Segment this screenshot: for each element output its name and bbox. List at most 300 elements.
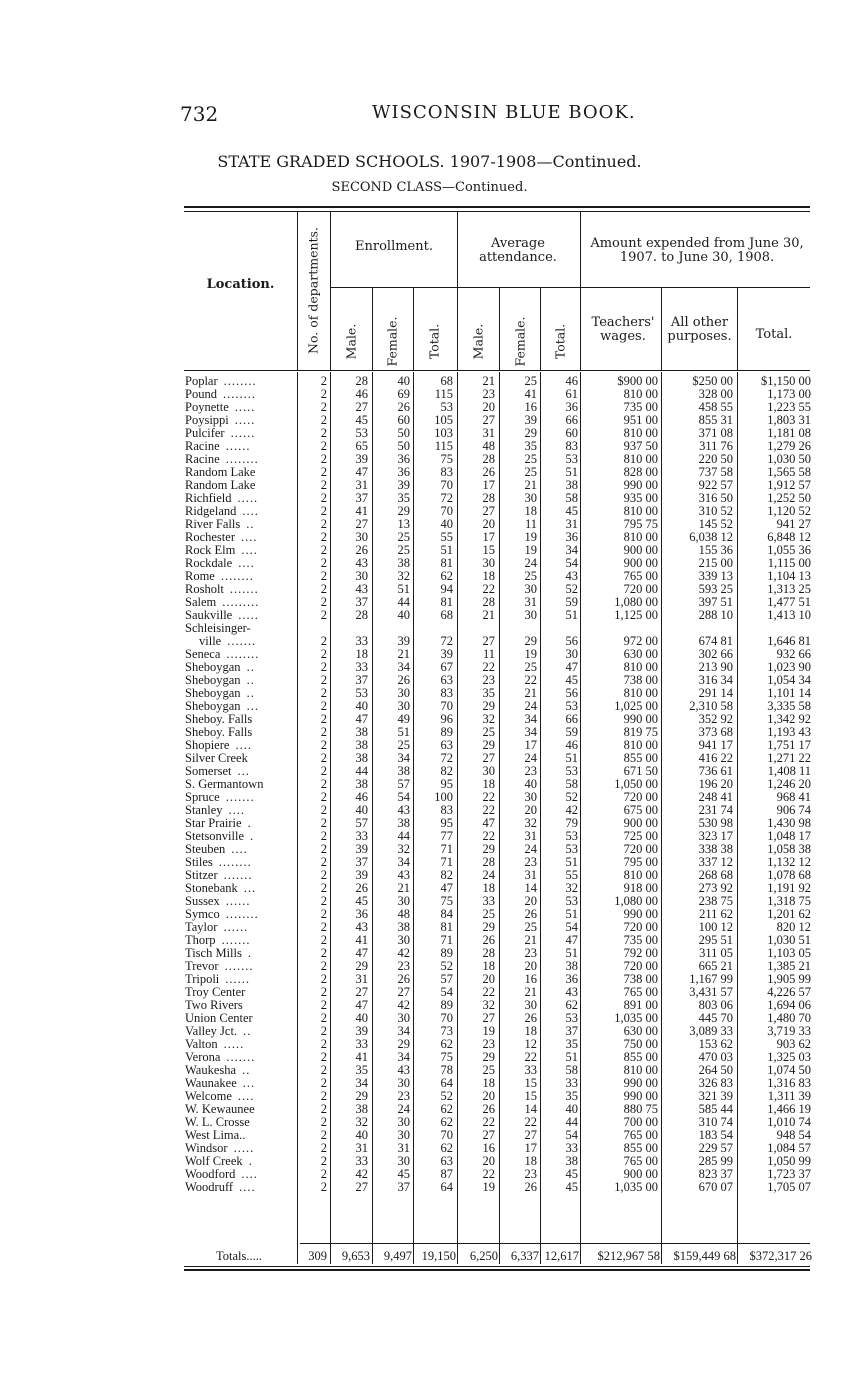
teachers-wages-cell: 990 00 <box>623 1076 658 1090</box>
enroll-total-cell: 75 <box>440 894 453 908</box>
enroll-female-cell: 23 <box>397 1089 410 1103</box>
enroll-male-cell: 38 <box>355 738 368 752</box>
teachers-wages-cell: 735 00 <box>623 400 658 414</box>
attend-male-cell: 17 <box>482 530 495 544</box>
leader-dots: .... <box>231 843 248 856</box>
attend-male-cell: 18 <box>482 959 495 973</box>
other-purposes-cell: $250 00 <box>692 374 733 388</box>
other-purposes-cell: 321 39 <box>698 1089 733 1103</box>
location-name: Rosholt <box>185 583 224 596</box>
other-purposes-cell: 238 75 <box>698 894 733 908</box>
location-cell <box>185 973 295 986</box>
attend-female-cell: 14 <box>524 881 537 895</box>
other-purposes-cell: 530 98 <box>698 816 733 830</box>
header-bottom-rule <box>184 370 810 371</box>
attend-male-cell: 20 <box>482 1154 495 1168</box>
enroll-female-cell: 30 <box>397 894 410 908</box>
enroll-female-cell: 36 <box>397 465 410 479</box>
location-cell <box>185 401 295 414</box>
location-cell <box>185 1077 295 1090</box>
departments-cell: 2 <box>320 1180 327 1194</box>
enroll-male-cell: 37 <box>355 673 368 687</box>
location-name: Welcome <box>185 1090 232 1103</box>
departments-cell: 2 <box>320 920 327 934</box>
attend-male-cell: 25 <box>482 907 495 921</box>
enroll-female-cell: 34 <box>397 751 410 765</box>
other-purposes-cell: 593 25 <box>698 582 733 596</box>
attend-male-cell: 16 <box>482 1141 495 1155</box>
row-total-cell: 1,480 70 <box>767 1011 811 1025</box>
location-cell <box>185 960 295 973</box>
bottom-rule-thin <box>184 1266 810 1267</box>
location-cell <box>185 1116 295 1129</box>
other-purposes-cell: 316 34 <box>698 673 733 687</box>
enroll-total-cell: 40 <box>440 517 453 531</box>
header-expended: Amount expended from June 30, 1907. to June 30, 1908. <box>590 236 804 265</box>
departments-cell: 2 <box>320 543 327 557</box>
attend-male-cell: 27 <box>482 1128 495 1142</box>
other-purposes-cell: 373 68 <box>698 725 733 739</box>
enroll-male-cell: 41 <box>355 933 368 947</box>
departments-cell: 2 <box>320 465 327 479</box>
header-enroll-total: Total. <box>426 323 442 360</box>
row-total-cell: 1,058 38 <box>767 842 811 856</box>
location-cell <box>185 1051 295 1064</box>
attend-female-cell: 40 <box>524 777 537 791</box>
teachers-wages-cell: 810 00 <box>623 738 658 752</box>
departments-cell: 2 <box>320 816 327 830</box>
enroll-female-cell: 38 <box>397 920 410 934</box>
enroll-total-cell: 100 <box>434 790 453 804</box>
departments-cell: 2 <box>320 959 327 973</box>
leader-dots: .. <box>246 687 255 700</box>
enroll-female-cell: 39 <box>397 478 410 492</box>
enroll-male-cell: 40 <box>355 1128 368 1142</box>
other-purposes-cell: 291 14 <box>698 686 733 700</box>
departments-cell: 2 <box>320 712 327 726</box>
location-cell <box>185 661 295 674</box>
enroll-male-cell: 38 <box>355 777 368 791</box>
attend-female-cell: 21 <box>524 985 537 999</box>
location-name: Shopiere <box>185 739 230 752</box>
location-cell <box>185 1181 295 1194</box>
enroll-total-cell: 70 <box>440 1011 453 1025</box>
enroll-female-cell: 49 <box>397 712 410 726</box>
location-cell <box>185 999 295 1012</box>
leader-dots: . <box>247 947 252 960</box>
location-cell <box>185 765 295 778</box>
teachers-wages-cell: 810 00 <box>623 868 658 882</box>
location-cell <box>185 700 295 713</box>
row-total-cell: 1,279 26 <box>767 439 811 453</box>
teachers-wages-cell: 1,035 00 <box>614 1180 658 1194</box>
location-name: Star Prairie <box>185 817 242 830</box>
attend-total-cell: 52 <box>565 582 578 596</box>
leader-dots: .. <box>246 661 255 674</box>
departments-cell: 2 <box>320 803 327 817</box>
attend-total-cell: 51 <box>565 608 578 622</box>
totals-departments: 309 <box>308 1249 327 1263</box>
enroll-male-cell: 33 <box>355 1037 368 1051</box>
enroll-total-cell: 62 <box>440 569 453 583</box>
col-divider <box>457 212 458 370</box>
enroll-male-cell: 46 <box>355 387 368 401</box>
attend-female-cell: 25 <box>524 920 537 934</box>
attend-female-cell: 15 <box>524 1076 537 1090</box>
row-total-cell: 1,723 37 <box>767 1167 811 1181</box>
enroll-total-cell: 75 <box>440 1050 453 1064</box>
departments-cell: 2 <box>320 790 327 804</box>
attend-male-cell: 23 <box>482 673 495 687</box>
attend-male-cell: 28 <box>482 491 495 505</box>
teachers-wages-cell: 810 00 <box>623 452 658 466</box>
enroll-male-cell: 27 <box>355 1180 368 1194</box>
attend-male-cell: 21 <box>482 374 495 388</box>
other-purposes-cell: 416 22 <box>698 751 733 765</box>
location-name: Waukesha <box>185 1064 237 1077</box>
attend-female-cell: 32 <box>524 816 537 830</box>
location-name: Random Lake <box>185 466 256 479</box>
attend-female-cell: 34 <box>524 725 537 739</box>
enroll-female-cell: 26 <box>397 400 410 414</box>
enroll-total-cell: 47 <box>440 881 453 895</box>
other-purposes-cell: 941 17 <box>698 738 733 752</box>
departments-cell: 2 <box>320 400 327 414</box>
location-name: Pound <box>185 388 217 401</box>
location-cell <box>185 1103 295 1116</box>
departments-cell: 2 <box>320 660 327 674</box>
location-name: Sheboy. Falls <box>185 726 253 739</box>
attend-total-cell: 58 <box>565 491 578 505</box>
attend-female-cell: 19 <box>524 530 537 544</box>
departments-cell: 2 <box>320 998 327 1012</box>
enroll-female-cell: 38 <box>397 764 410 778</box>
teachers-wages-cell: 1,050 00 <box>614 777 658 791</box>
teachers-wages-cell: 795 00 <box>623 855 658 869</box>
leader-dots: .... <box>241 544 258 557</box>
enroll-female-cell: 26 <box>397 673 410 687</box>
leader-dots: ... <box>243 882 257 895</box>
leader-dots: .... <box>242 505 259 518</box>
other-purposes-cell: 220 50 <box>698 452 733 466</box>
teachers-wages-cell: 900 00 <box>623 556 658 570</box>
location-name: Richfield <box>185 492 232 505</box>
other-purposes-cell: 585 44 <box>698 1102 733 1116</box>
col-divider <box>297 212 298 370</box>
departments-cell: 2 <box>320 504 327 518</box>
attend-total-cell: 45 <box>565 1180 578 1194</box>
enroll-female-cell: 42 <box>397 998 410 1012</box>
location-name: Rome <box>185 570 215 583</box>
enroll-total-cell: 78 <box>440 1063 453 1077</box>
totals-label: Totals..... <box>216 1249 262 1263</box>
teachers-wages-cell: 880 75 <box>623 1102 658 1116</box>
totals-enroll-female: 9,497 <box>383 1249 412 1263</box>
enroll-female-cell: 21 <box>397 647 410 661</box>
enroll-male-cell: 39 <box>355 842 368 856</box>
attend-female-cell: 23 <box>524 1167 537 1181</box>
attend-total-cell: 53 <box>565 764 578 778</box>
teachers-wages-cell: 720 00 <box>623 790 658 804</box>
row-total-cell: 1,055 36 <box>767 543 811 557</box>
enroll-male-cell: 47 <box>355 946 368 960</box>
attend-female-cell: 24 <box>524 699 537 713</box>
attend-male-cell: 30 <box>482 556 495 570</box>
location-cell <box>185 1168 295 1181</box>
leader-dots: ........ <box>222 388 256 401</box>
enroll-total-cell: 70 <box>440 478 453 492</box>
location-cell <box>185 713 295 726</box>
other-purposes-cell: 736 61 <box>698 764 733 778</box>
attend-total-cell: 66 <box>565 413 578 427</box>
departments-cell: 2 <box>320 530 327 544</box>
location-cell <box>185 414 295 427</box>
leader-dots: ....... <box>221 934 251 947</box>
attend-total-cell: 51 <box>565 465 578 479</box>
enroll-female-cell: 60 <box>397 413 410 427</box>
location-cell <box>185 609 295 622</box>
location-cell <box>185 1012 295 1025</box>
location-cell <box>185 687 295 700</box>
attend-total-cell: 56 <box>565 634 578 648</box>
enroll-male-cell: 37 <box>355 855 368 869</box>
other-purposes-cell: 803 06 <box>698 998 733 1012</box>
leader-dots: ....... <box>227 634 257 648</box>
enroll-female-cell: 43 <box>397 1063 410 1077</box>
totals-attend-male: 6,250 <box>469 1249 498 1263</box>
leader-dots: ....... <box>229 583 259 596</box>
enroll-male-cell: 38 <box>355 725 368 739</box>
attend-total-cell: 51 <box>565 1050 578 1064</box>
teachers-wages-cell: 792 00 <box>623 946 658 960</box>
totals-row <box>0 1249 859 1263</box>
attend-male-cell: 28 <box>482 946 495 960</box>
location-cell <box>185 869 295 882</box>
attend-male-cell: 26 <box>482 1102 495 1116</box>
row-total-cell: 1,311 39 <box>767 1089 811 1103</box>
attend-total-cell: 34 <box>565 543 578 557</box>
attend-total-cell: 53 <box>565 829 578 843</box>
attend-female-cell: 20 <box>524 959 537 973</box>
leader-dots: ........ <box>225 453 259 466</box>
other-purposes-cell: 470 03 <box>698 1050 733 1064</box>
enroll-total-cell: 84 <box>440 907 453 921</box>
enroll-female-cell: 25 <box>397 738 410 752</box>
other-purposes-cell: 288 10 <box>698 608 733 622</box>
leader-dots: .... <box>228 804 245 817</box>
attend-female-cell: 19 <box>524 543 537 557</box>
location-name: Sussex <box>185 895 220 908</box>
departments-cell: 2 <box>320 699 327 713</box>
enroll-female-cell: 25 <box>397 530 410 544</box>
attend-total-cell: 36 <box>565 972 578 986</box>
location-cell <box>185 1090 295 1103</box>
enroll-female-cell: 51 <box>397 725 410 739</box>
departments-cell: 2 <box>320 881 327 895</box>
enroll-total-cell: 63 <box>440 673 453 687</box>
departments-cell: 2 <box>320 1024 327 1038</box>
attend-total-cell: 46 <box>565 374 578 388</box>
enroll-male-cell: 39 <box>355 1024 368 1038</box>
totals-teachers-wages: $212,967 58 <box>597 1249 660 1263</box>
enroll-total-cell: 94 <box>440 582 453 596</box>
other-purposes-cell: 316 50 <box>698 491 733 505</box>
attend-male-cell: 15 <box>482 543 495 557</box>
attend-female-cell: 15 <box>524 1089 537 1103</box>
attend-male-cell: 24 <box>482 868 495 882</box>
location-name: Valley Jct. <box>185 1025 238 1038</box>
row-total-cell: 1,385 21 <box>767 959 811 973</box>
attend-female-cell: 25 <box>524 374 537 388</box>
departments-cell: 2 <box>320 673 327 687</box>
header-location: Location. <box>206 277 275 292</box>
departments-cell: 2 <box>320 582 327 596</box>
row-total-cell: 941 27 <box>776 517 811 531</box>
totals-other-purposes: $159,449 68 <box>673 1249 736 1263</box>
attend-female-cell: 23 <box>524 764 537 778</box>
location-name: Racine <box>185 453 220 466</box>
attend-total-cell: 51 <box>565 946 578 960</box>
teachers-wages-cell: 1,080 00 <box>614 894 658 908</box>
location-cell <box>185 1064 295 1077</box>
attend-male-cell: 27 <box>482 504 495 518</box>
leader-dots: ....... <box>226 1051 256 1064</box>
leader-dots: .... <box>241 1168 258 1181</box>
leader-dots: .. <box>246 518 255 531</box>
attend-male-cell: 20 <box>482 972 495 986</box>
teachers-wages-cell: 725 00 <box>623 829 658 843</box>
attend-male-cell: 30 <box>482 764 495 778</box>
location-cell <box>185 778 295 791</box>
attend-male-cell: 20 <box>482 400 495 414</box>
location-cell <box>185 531 295 544</box>
col-divider <box>330 212 331 370</box>
departments-cell: 2 <box>320 439 327 453</box>
location-cell <box>185 1155 295 1168</box>
attend-total-cell: 45 <box>565 1167 578 1181</box>
enroll-total-cell: 72 <box>440 491 453 505</box>
enroll-female-cell: 50 <box>397 426 410 440</box>
other-purposes-cell: 145 52 <box>698 517 733 531</box>
departments-cell: 2 <box>320 413 327 427</box>
col-divider <box>499 288 500 370</box>
location-cell <box>185 739 295 752</box>
departments-cell: 2 <box>320 1128 327 1142</box>
enroll-female-cell: 23 <box>397 959 410 973</box>
enroll-total-cell: 63 <box>440 1154 453 1168</box>
teachers-wages-cell: 891 00 <box>623 998 658 1012</box>
row-total-cell: 820 12 <box>776 920 811 934</box>
other-purposes-cell: 3,431 57 <box>689 985 733 999</box>
attend-male-cell: 11 <box>482 647 495 661</box>
enroll-female-cell: 29 <box>397 504 410 518</box>
departments-cell: 2 <box>320 972 327 986</box>
enroll-total-cell: 64 <box>440 1076 453 1090</box>
enroll-female-cell: 29 <box>397 1037 410 1051</box>
attend-male-cell: 27 <box>482 634 495 648</box>
teachers-wages-cell: 855 00 <box>623 1141 658 1155</box>
running-head: WISCONSIN BLUE BOOK. <box>372 102 636 123</box>
header-subrule <box>330 287 810 288</box>
teachers-wages-cell: 918 00 <box>623 881 658 895</box>
enroll-female-cell: 43 <box>397 868 410 882</box>
leader-dots: ..... <box>234 414 256 427</box>
row-total-cell: 1,054 34 <box>767 673 811 687</box>
attend-female-cell: 20 <box>524 894 537 908</box>
leader-dots: . <box>248 1155 253 1168</box>
enroll-total-cell: 73 <box>440 1024 453 1038</box>
attend-male-cell: 48 <box>482 439 495 453</box>
teachers-wages-cell: 900 00 <box>623 816 658 830</box>
top-rule-thick <box>184 206 810 208</box>
enroll-male-cell: 40 <box>355 803 368 817</box>
attend-male-cell: 29 <box>482 1050 495 1064</box>
attend-female-cell: 18 <box>524 1154 537 1168</box>
attend-female-cell: 21 <box>524 478 537 492</box>
row-total-cell: 1,316 83 <box>767 1076 811 1090</box>
enroll-total-cell: 70 <box>440 1128 453 1142</box>
location-cell <box>185 791 295 804</box>
departments-cell: 2 <box>320 725 327 739</box>
attend-male-cell: 33 <box>482 894 495 908</box>
teachers-wages-cell: $900 00 <box>617 374 658 388</box>
attend-female-cell: 29 <box>524 426 537 440</box>
enroll-male-cell: 27 <box>355 985 368 999</box>
enroll-male-cell: 42 <box>355 1167 368 1181</box>
enroll-male-cell: 37 <box>355 491 368 505</box>
location-cell <box>185 921 295 934</box>
other-purposes-cell: 211 62 <box>699 907 733 921</box>
departments-cell: 2 <box>320 764 327 778</box>
other-purposes-cell: 6,038 12 <box>689 530 733 544</box>
location-name: Salem <box>185 596 217 609</box>
enroll-male-cell: 40 <box>355 699 368 713</box>
other-purposes-cell: 338 38 <box>698 842 733 856</box>
departments-cell: 2 <box>320 491 327 505</box>
teachers-wages-cell: 1,025 00 <box>614 699 658 713</box>
enroll-total-cell: 77 <box>440 829 453 843</box>
enroll-male-cell: 57 <box>355 816 368 830</box>
row-total-cell: 968 41 <box>776 790 811 804</box>
attend-female-cell: 29 <box>524 634 537 648</box>
leader-dots: .... <box>235 739 252 752</box>
departments-cell: 2 <box>320 1115 327 1129</box>
enroll-female-cell: 26 <box>397 972 410 986</box>
enroll-total-cell: 83 <box>440 686 453 700</box>
location-name: Silver Creek <box>185 752 248 765</box>
attend-female-cell: 26 <box>524 907 537 921</box>
row-total-cell: 1,565 58 <box>767 465 811 479</box>
location-cell <box>185 648 295 661</box>
row-total-cell: 1,271 22 <box>767 751 811 765</box>
leader-dots: .. <box>246 674 255 687</box>
location-name: Waunakee <box>185 1077 237 1090</box>
enroll-female-cell: 31 <box>397 1141 410 1155</box>
row-total-cell: 1,803 31 <box>767 413 811 427</box>
row-total-cell: 1,705 07 <box>767 1180 811 1194</box>
attend-female-cell: 20 <box>524 803 537 817</box>
attend-male-cell: 22 <box>482 803 495 817</box>
teachers-wages-cell: 990 00 <box>623 907 658 921</box>
row-total-cell: 1,103 05 <box>767 946 811 960</box>
attend-male-cell: 25 <box>482 725 495 739</box>
attend-female-cell: 30 <box>524 998 537 1012</box>
location-cell <box>185 596 295 609</box>
enroll-female-cell: 57 <box>397 777 410 791</box>
departments-cell: 2 <box>320 1037 327 1051</box>
attend-female-cell: 22 <box>524 673 537 687</box>
enroll-female-cell: 45 <box>397 1167 410 1181</box>
